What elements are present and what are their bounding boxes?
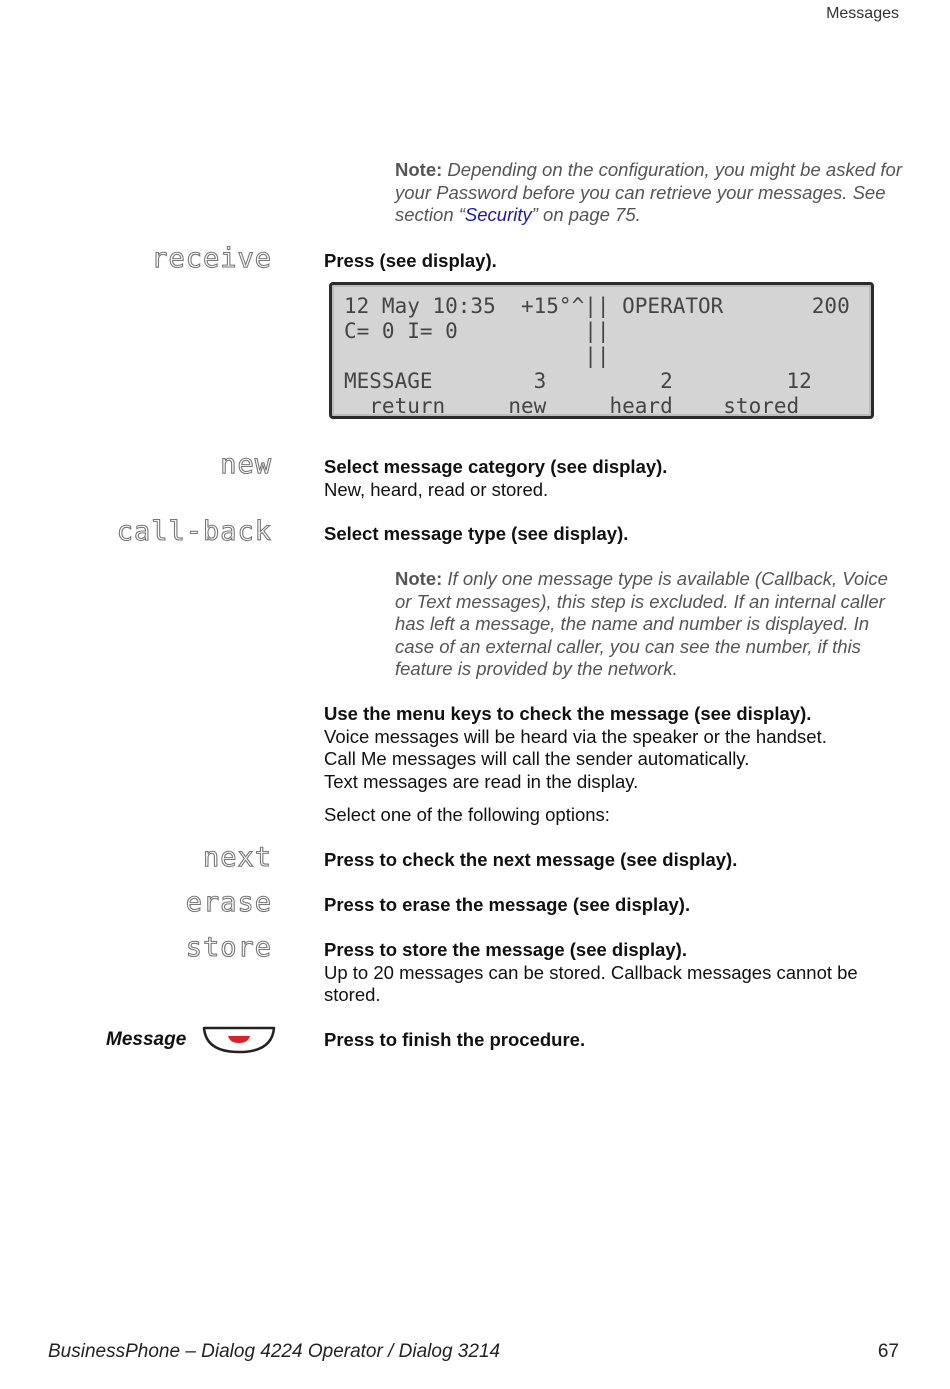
menu-instruction: Use the menu keys to check the message (see display). [324, 703, 812, 724]
note-text-after: ” on page 75. [531, 204, 641, 225]
category-step [324, 456, 904, 501]
note-message-type [395, 568, 905, 681]
category-options: New, heard, read or stored. [324, 478, 549, 500]
menu-options-intro: Select one of the following options: [324, 804, 610, 825]
menu-line-voice: Voice messages will be heard via the speaker or the handset. [324, 725, 827, 747]
receive-key[interactable]: receive [151, 243, 272, 274]
footer-title: BusinessPhone – Dialog 4224 Operator / Dialog 3214 [48, 1341, 501, 1362]
display-line-2: C= 0 I= 0 || [344, 319, 610, 343]
store-step [324, 939, 904, 1007]
note-password [395, 159, 905, 227]
display-line-5: return new heard stored [344, 394, 800, 418]
note-label: Note: [395, 159, 443, 180]
call-back-key[interactable]: call-back [116, 516, 272, 547]
store-key[interactable]: store [185, 932, 272, 963]
new-key[interactable]: new [220, 449, 272, 480]
security-link[interactable]: Security [464, 204, 532, 225]
finish-instruction: Press to finish the procedure. [324, 1029, 586, 1050]
display-line-1: 12 May 10:35 +15°^|| OPERATOR 200 [344, 294, 850, 318]
receive-instruction: Press (see display). [324, 250, 497, 271]
menu-line-text: Text messages are read in the display. [324, 770, 639, 792]
message-key-icon [202, 1025, 276, 1055]
next-instruction: Press to check the next message (see display). [324, 849, 738, 870]
menu-step [324, 703, 904, 827]
next-key[interactable]: next [202, 842, 272, 873]
category-instruction: Select message category (see display). [324, 456, 668, 477]
section-header: Messages [826, 5, 899, 22]
erase-key[interactable]: erase [185, 887, 272, 918]
note-text-before: Depending on the configuration, you might be asked for your Password before you can retrieve your messages. See section “ [395, 159, 902, 225]
erase-instruction: Press to erase the message (see display). [324, 894, 691, 915]
store-instruction: Press to store the message (see display). [324, 939, 687, 960]
display-line-4: MESSAGE 3 2 12 [344, 369, 812, 393]
message-key-label: Message [106, 1029, 187, 1050]
note-text: If only one message type is available (Callback, Voice or Text messages), this step is excluded. If an internal caller has left a message, the name and number is displayed. In case of an external caller, you can see the number, if this feature is provided by the network. [395, 568, 888, 679]
display-line-3: || [344, 344, 610, 368]
page-number: 67 [877, 1341, 899, 1362]
menu-line-callme: Call Me messages will call the sender automatically. [324, 748, 750, 769]
phone-display [329, 282, 874, 419]
message-button[interactable] [202, 1025, 276, 1060]
store-details: Up to 20 messages can be stored. Callback messages cannot be stored. [324, 961, 858, 1005]
type-instruction: Select message type (see display). [324, 523, 629, 544]
note-label: Note: [395, 568, 443, 589]
